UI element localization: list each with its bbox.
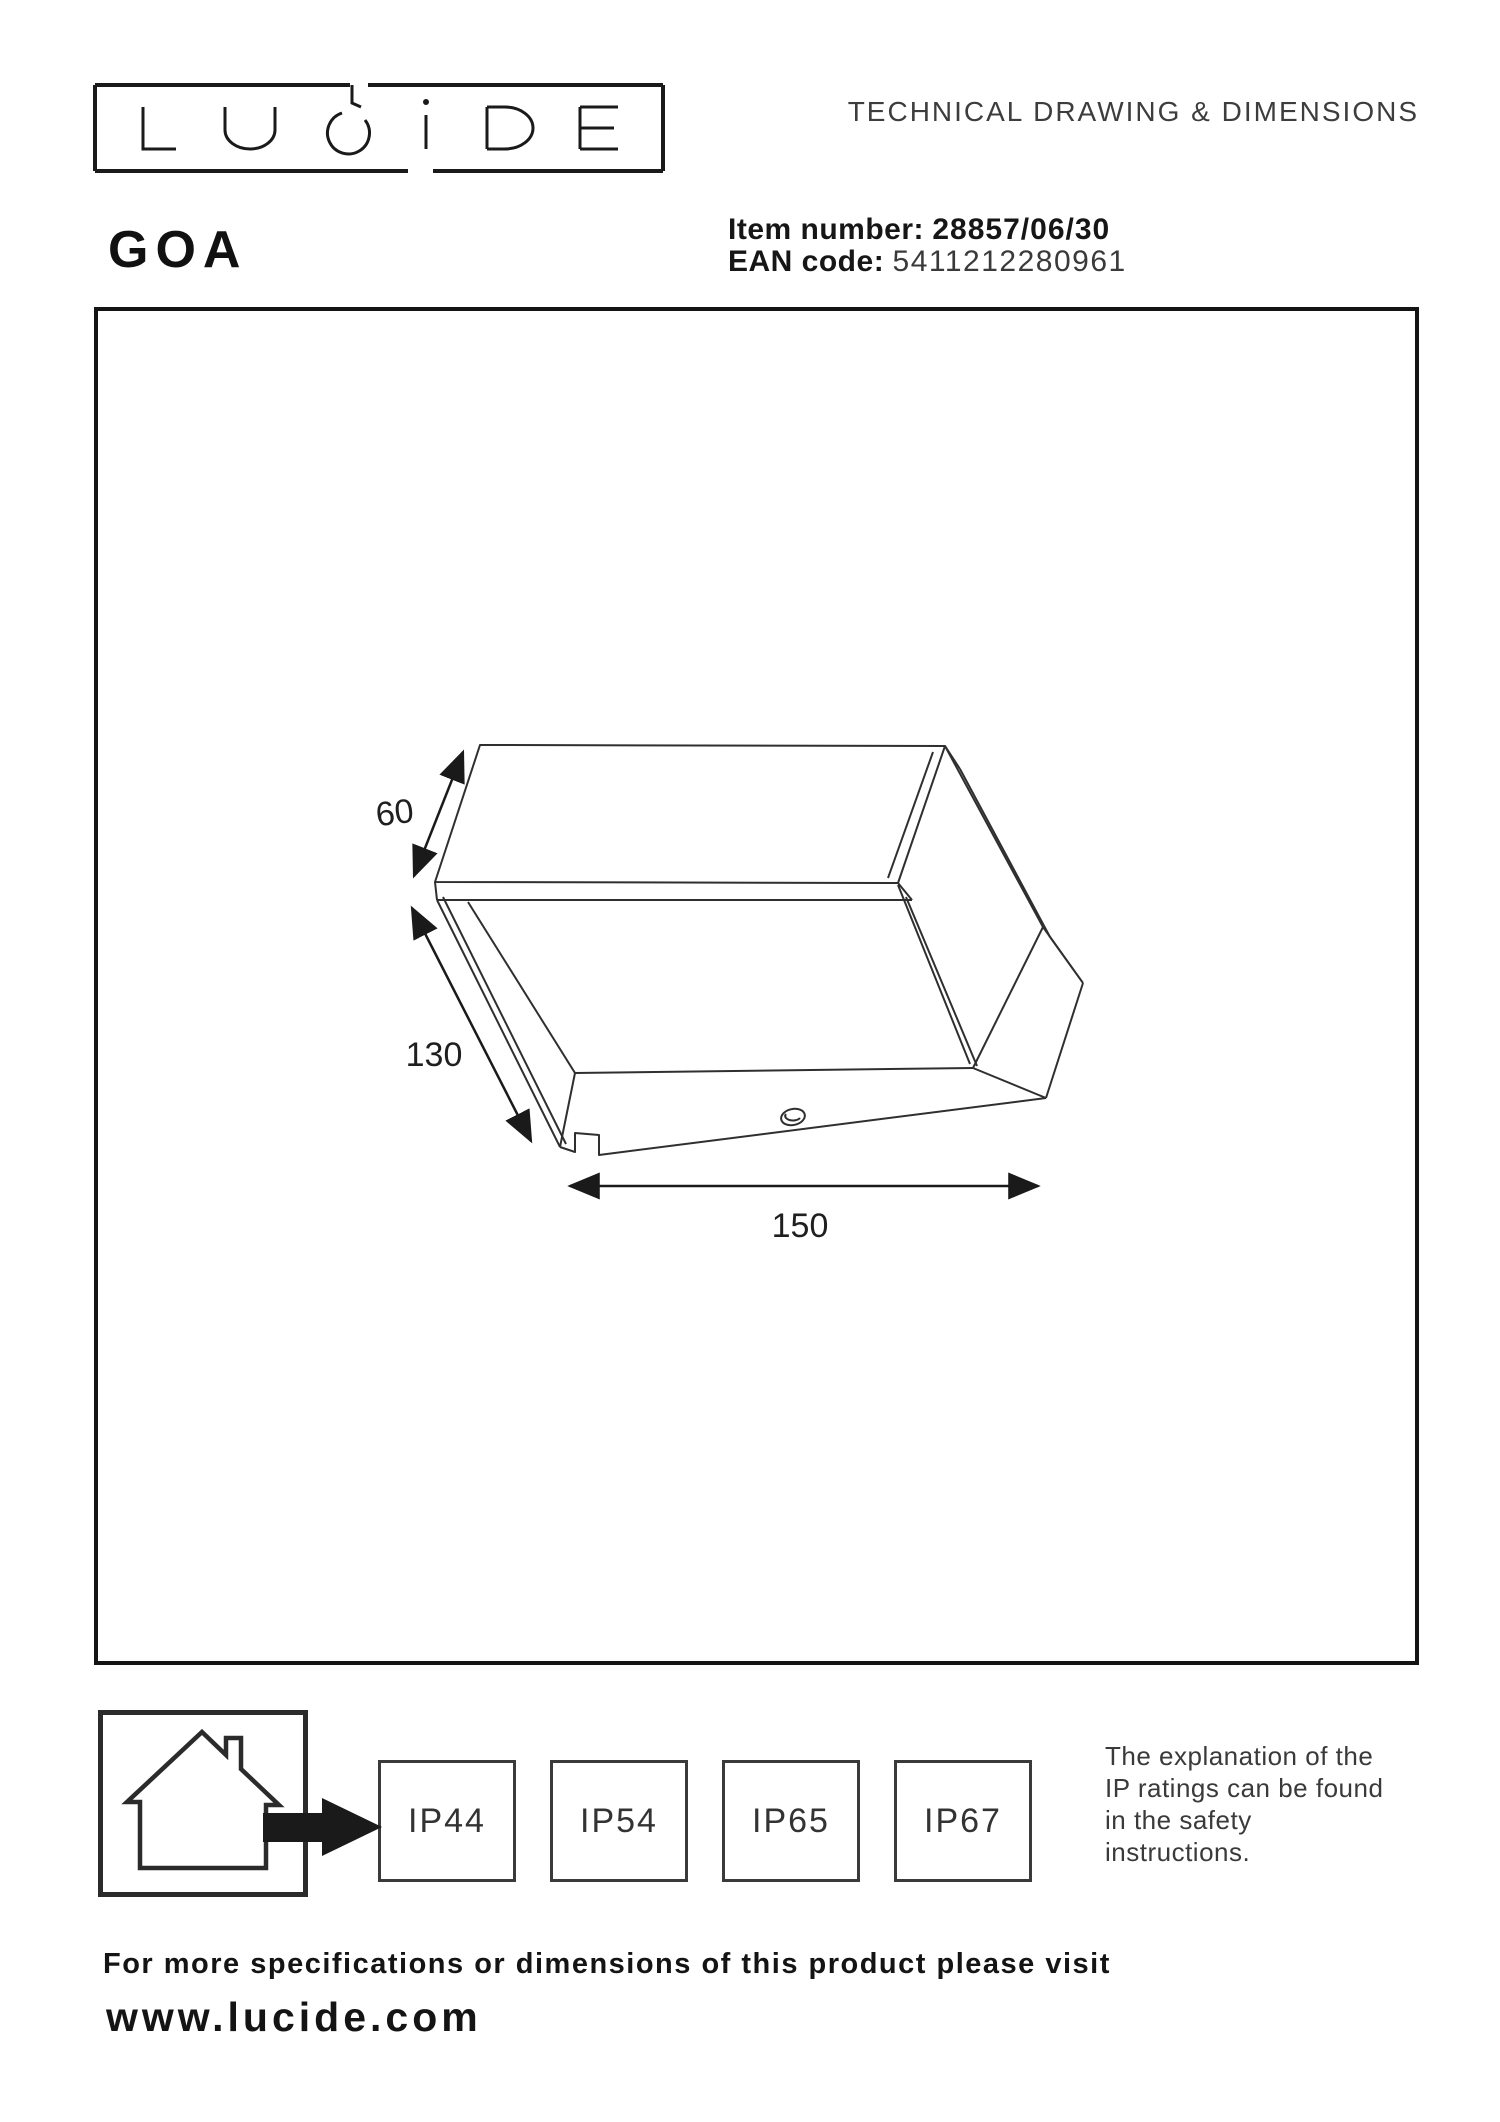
product-codes [728, 214, 1127, 278]
dimension-arrow-depth [412, 908, 531, 1141]
dimension-label-height: 60 [373, 791, 416, 835]
lucide-logo [93, 83, 665, 173]
screw-hole [780, 1107, 807, 1128]
dimension-label-depth: 130 [405, 1036, 463, 1074]
dimension-arrow-height [414, 752, 463, 876]
ip-rating-badge: IP67 [894, 1760, 1032, 1882]
logo-box-border [95, 85, 663, 171]
ip-note-line: in the safety [1105, 1805, 1252, 1835]
ip-note-line: IP ratings can be found [1105, 1773, 1384, 1803]
ean-label: EAN code: [728, 245, 885, 278]
footer-text: For more specifications or dimensions of this product please visit [103, 1948, 1111, 1980]
ean-value: 5411212280961 [892, 245, 1127, 278]
ip-rating-badge: IP65 [722, 1760, 860, 1882]
isometric-technical-drawing [94, 307, 1419, 1665]
dimension-label-width: 150 [771, 1207, 829, 1245]
logo-pendant-cord [352, 85, 361, 107]
ip-ratings-row [378, 1760, 1032, 1882]
logo-letters [143, 85, 618, 154]
ip-ratings-note [1105, 1740, 1475, 1868]
logo-text [0, 0, 1, 1]
product-name: GOA [108, 221, 248, 279]
ip-note-line: instructions. [1105, 1837, 1251, 1867]
arrow-right-icon [255, 1790, 395, 1865]
ean-line [728, 246, 1127, 278]
dimension-arrows [412, 752, 1038, 1186]
logo-i-dot [423, 99, 429, 105]
ip-rating-badge: IP44 [378, 1760, 516, 1882]
item-number-label: Item number: [728, 213, 925, 246]
ip-rating-badge: IP54 [550, 1760, 688, 1882]
wall-light-outline [435, 745, 1083, 1155]
ip-note-line: The explanation of the [1105, 1741, 1374, 1771]
item-number-value: 28857/06/30 [932, 213, 1111, 246]
website-link[interactable]: www.lucide.com [106, 1994, 482, 2040]
document-title: TECHNICAL DRAWING & DIMENSIONS [847, 96, 1419, 127]
item-number-line [728, 214, 1127, 246]
